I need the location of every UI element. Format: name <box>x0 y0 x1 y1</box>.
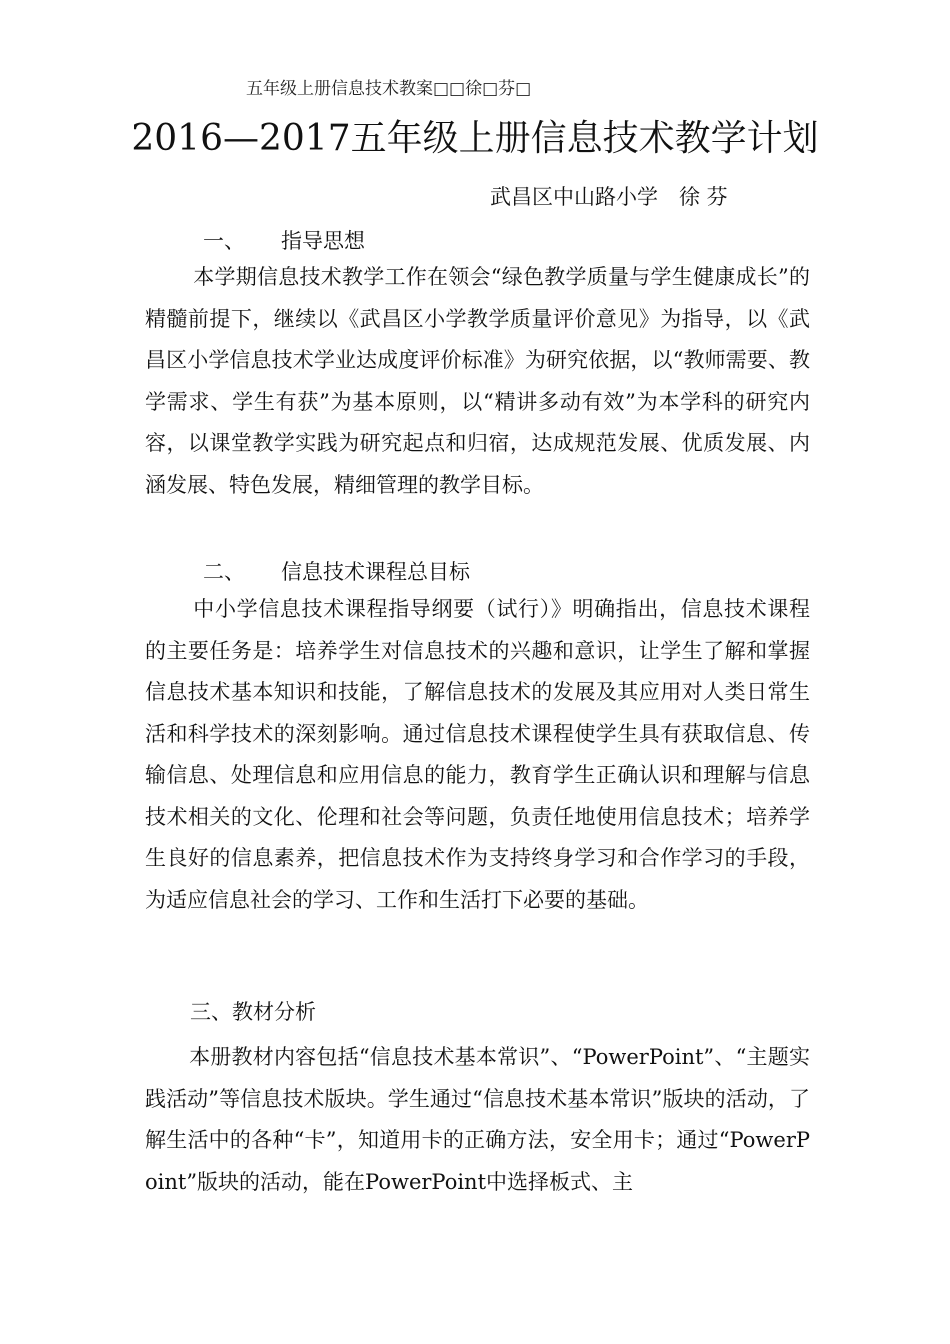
section-heading-1 <box>203 225 365 255</box>
document-title: 2016—2017五年级上册信息技术教学计划 <box>131 118 819 159</box>
author-line: 武昌区中山路小学 徐 芬 <box>490 185 728 209</box>
section-number: 一、 <box>203 229 245 253</box>
running-header: 五年级上册信息技术教案□□徐□芬□ <box>246 79 532 99</box>
section-number: 二、 <box>203 560 245 584</box>
section-paragraph-1: 本学期信息技术教学工作在领会“绿色教学质量与学生健康成长”的精髓前提下，继续以《武昌区小学教学质量评价意见》为指导，以《武昌区小学信息技术学业达成度评价标准》为研究依据，以“教师需要、教学需求、学生有获”为基本原则，以“精讲多动有效”为本学科的研究内容，以课堂教学实践为研究起点和归宿，达成规范发展、优质发展、内涵发展、特色发展，精细管理的教学目标。 <box>145 265 810 497</box>
section-title: 教材分析 <box>232 1000 316 1024</box>
section-paragraph-3: 本册教材内容包括“信息技术基本常识”、“PowerPoint”、“主题实践活动”等信息技术版块。学生通过“信息技术基本常识”版块的活动，了解生活中的各种“卡”，知道用卡的正确方法，安全用卡；通过“PowerPoint”版块的活动，能在PowerPoint中选择板式、主 <box>145 1045 810 1194</box>
section-title: 信息技术课程总目标 <box>281 560 470 584</box>
section-heading-2 <box>203 556 470 586</box>
section-paragraph-2: 中小学信息技术课程指导纲要（试行）》明确指出，信息技术课程的主要任务是：培养学生对信息技术的兴趣和意识，让学生了解和掌握信息技术基本知识和技能，了解信息技术的发展及其应用对人类日常生活和科学技术的深刻影响。通过信息技术课程使学生具有获取信息、传输信息、处理信息和应用信息的能力，教育学生正确认识和理解与信息技术相关的文化、伦理和社会等问题，负责任地使用信息技术；培养学生良好的信息素养，把信息技术作为支持终身学习和合作学习的手段，为适应信息社会的学习、工作和生活打下必要的基础。 <box>145 597 810 912</box>
section-title: 指导思想 <box>281 229 365 253</box>
section-heading-3 <box>190 996 316 1026</box>
section-number: 三、 <box>190 1000 232 1024</box>
